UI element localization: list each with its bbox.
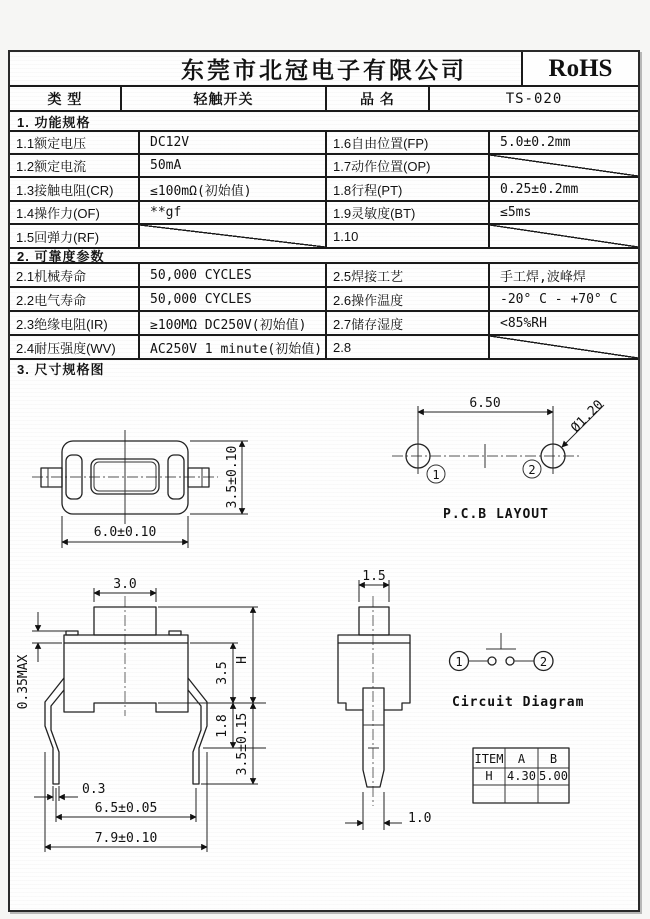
spec-row xyxy=(10,336,638,360)
pcb-layout xyxy=(392,396,607,522)
dim-label: 3.5 xyxy=(215,661,230,685)
spec-value-blank xyxy=(138,225,325,247)
spec-label: 2.2电气寿命 xyxy=(16,292,87,308)
spec-row xyxy=(10,132,638,155)
pin2-number: 2 xyxy=(528,463,536,477)
item-table-header: B xyxy=(549,752,558,766)
item-table-cell: H xyxy=(485,769,493,783)
dim-label: 7.9±0.10 xyxy=(94,831,158,846)
spec-label: 1.6自由位置(FP) xyxy=(325,132,488,153)
dim-label: 1.8 xyxy=(215,714,230,738)
spec-value-blank xyxy=(488,155,638,176)
spec-label: 1.5回弹力(RF) xyxy=(16,229,100,245)
circuit-pin1: 1 xyxy=(455,655,463,669)
top-view xyxy=(32,430,248,548)
spec-value: 5.0±0.2mm xyxy=(488,132,638,153)
dim-label: Ø1.20 xyxy=(568,397,607,436)
spec-value: -20° C - +70° C xyxy=(488,288,638,310)
item-table-header: A xyxy=(517,752,526,766)
pin1-number: 1 xyxy=(432,468,440,482)
section-2-title: 2. 可靠度参数 xyxy=(10,249,638,264)
document-sheet xyxy=(8,50,640,912)
spec-value: AC250V 1 minute(初始值) xyxy=(138,336,325,358)
spec-value: 0.25±0.2mm xyxy=(488,178,638,200)
dim-label: 3.5±0.10 xyxy=(225,445,240,509)
spec-label: 1.7动作位置(OP) xyxy=(325,155,488,176)
spec-value: 手工焊,波峰焊 xyxy=(488,264,638,286)
spec-label: 1.1额定电压 xyxy=(16,136,87,151)
part-name-label: 品 名 xyxy=(325,87,428,110)
rohs-badge: RoHS xyxy=(521,52,638,85)
spec-value: <85%RH xyxy=(488,312,638,334)
spec-label: 2.8 xyxy=(325,336,488,358)
item-table-cell: 5.00 xyxy=(539,769,568,783)
dim-label: 3.0 xyxy=(113,577,137,592)
spec-label: 2.6操作温度 xyxy=(325,288,488,310)
spec-value: ≤100mΩ(初始值) xyxy=(138,178,325,200)
spec-row xyxy=(10,155,638,178)
type-label: 类 型 xyxy=(47,90,83,107)
dim-label: 0.3 xyxy=(82,782,106,797)
spec-row xyxy=(10,288,638,312)
dimension-drawing-area xyxy=(10,376,638,908)
spec-label: 1.8行程(PT) xyxy=(325,178,488,200)
dim-label: 1.5 xyxy=(362,569,386,584)
type-row xyxy=(10,87,638,112)
dim-label: 6.50 xyxy=(469,396,501,411)
spec-label: 2.3绝缘电阻(IR) xyxy=(16,316,108,332)
spec-value: ≥100MΩ DC250V(初始值) xyxy=(138,312,325,334)
circuit-caption: Circuit Diagram xyxy=(452,695,585,710)
spec-value: ≤5ms xyxy=(488,202,638,223)
item-table xyxy=(473,748,569,803)
front-view xyxy=(16,577,266,852)
spec-value-blank xyxy=(488,336,638,358)
spec-value: 50,000 CYCLES xyxy=(138,264,325,286)
part-name-value: TS-020 xyxy=(428,87,638,110)
spec-label: 2.1机械寿命 xyxy=(16,268,87,284)
circuit-pin2: 2 xyxy=(539,655,548,669)
spec-label: 1.4操作力(OF) xyxy=(16,206,100,221)
spec-value: **gf xyxy=(138,202,325,223)
spec-row xyxy=(10,312,638,336)
dim-label: 6.0±0.10 xyxy=(93,525,157,540)
spec-row xyxy=(10,264,638,288)
dim-label: 3.5±0.15 xyxy=(235,712,250,776)
spec-value: 50,000 CYCLES xyxy=(138,288,325,310)
side-view xyxy=(338,569,431,830)
spec-label: 1.3接触电阻(CR) xyxy=(16,182,114,198)
dim-label: 1.0 xyxy=(408,811,432,826)
spec-label: 1.10 xyxy=(325,225,488,247)
spec-value: DC12V xyxy=(138,132,325,153)
section-3-title: 3. 尺寸规格图 xyxy=(17,361,105,377)
company-name: 东莞市北冠电子有限公司 xyxy=(181,57,467,83)
item-table-header: ITEM xyxy=(474,752,504,766)
spec-label: 1.9灵敏度(BT) xyxy=(325,202,488,223)
spec-row xyxy=(10,178,638,202)
pcb-caption: P.C.B LAYOUT xyxy=(443,507,549,522)
spec-label: 2.5焊接工艺 xyxy=(325,264,488,286)
spec-label: 2.7储存湿度 xyxy=(325,312,488,334)
title-row xyxy=(10,52,638,87)
dimension-drawing xyxy=(10,376,638,908)
section-1-title: 1. 功能规格 xyxy=(10,112,638,132)
dim-label: H xyxy=(235,656,250,664)
circuit-diagram xyxy=(450,633,585,710)
item-table-cell: 4.30 xyxy=(507,769,536,783)
spec-label: 2.4耐压强度(WV) xyxy=(16,340,116,356)
dim-label: 0.35MAX xyxy=(16,654,31,710)
spec-label: 1.2额定电流 xyxy=(16,159,87,174)
type-value: 轻触开关 xyxy=(120,87,325,110)
spec-row xyxy=(10,202,638,225)
spec-value: 50mA xyxy=(138,155,325,176)
spec-value-blank xyxy=(488,225,638,247)
dim-label: 6.5±0.05 xyxy=(94,801,158,816)
